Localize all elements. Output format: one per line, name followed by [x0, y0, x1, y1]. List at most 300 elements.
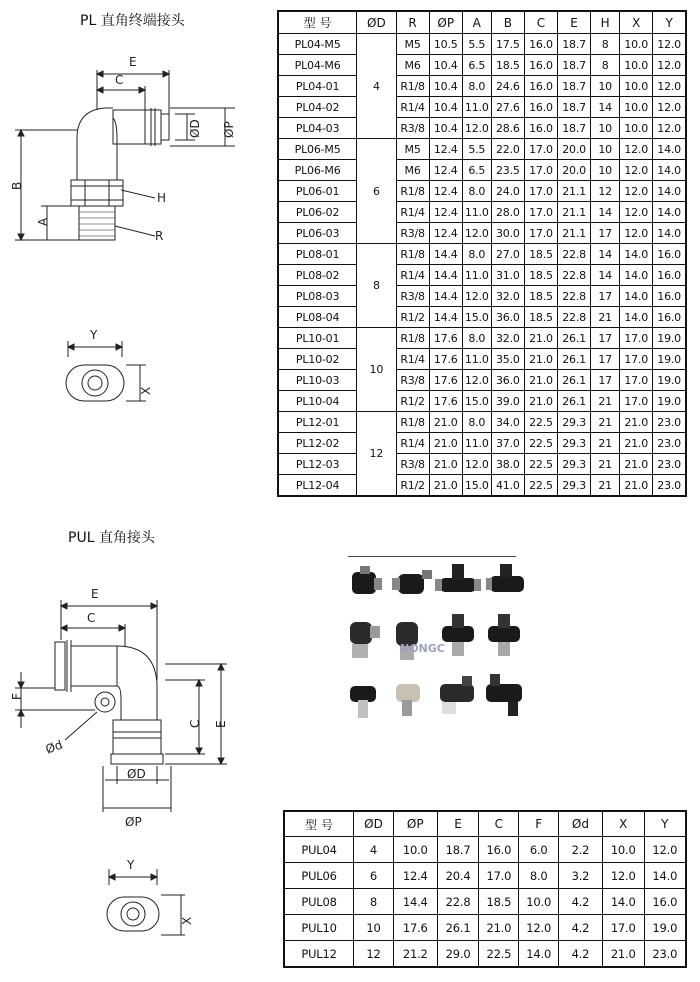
model-cell: PL04-M5 — [278, 34, 357, 55]
model-cell: PL12-02 — [278, 433, 357, 454]
value-cell: R1/4 — [396, 202, 429, 223]
pul-dim-e: E — [91, 587, 99, 601]
table-row — [284, 863, 686, 889]
pl-hole-drawing — [50, 325, 160, 410]
value-cell: 23.5 — [491, 160, 524, 181]
value-cell: 17.0 — [524, 160, 557, 181]
value-cell: 12.0 — [620, 202, 653, 223]
value-cell: 10.4 — [429, 76, 462, 97]
model-cell: PL08-03 — [278, 286, 357, 307]
value-cell: 21.0 — [524, 328, 557, 349]
value-cell: 18.7 — [437, 837, 479, 863]
value-cell: 18.7 — [558, 34, 591, 55]
value-cell: 12.0 — [653, 76, 686, 97]
pul-col-header: X — [602, 811, 644, 837]
value-cell: M6 — [396, 55, 429, 76]
value-cell: 16.0 — [653, 307, 686, 328]
flow-control-valve-icon — [396, 684, 420, 716]
value-cell: 12.0 — [644, 837, 686, 863]
value-cell: 18.5 — [479, 889, 519, 915]
table-row — [278, 244, 686, 265]
pl-col-header: 型 号 — [278, 11, 357, 34]
model-cell: PL10-02 — [278, 349, 357, 370]
value-cell: 15.0 — [462, 391, 491, 412]
value-cell: 3.2 — [559, 863, 603, 889]
value-cell: 19.0 — [653, 349, 686, 370]
value-cell: 17.0 — [524, 202, 557, 223]
model-cell: PL08-01 — [278, 244, 357, 265]
pl-dim-c: C — [115, 73, 124, 87]
value-cell: 21.0 — [429, 433, 462, 454]
value-cell: 14.0 — [653, 181, 686, 202]
value-cell: 19.0 — [644, 915, 686, 941]
value-cell: 8 — [354, 889, 394, 915]
value-cell: 21 — [591, 454, 620, 475]
value-cell: 12.4 — [429, 139, 462, 160]
value-cell: 29.3 — [558, 454, 591, 475]
elbow-fitting-icon — [352, 566, 382, 594]
value-cell: 17.6 — [429, 391, 462, 412]
pul-dim-e-vertical: E — [214, 720, 228, 728]
value-cell: 8 — [591, 55, 620, 76]
value-cell: 17.0 — [524, 181, 557, 202]
value-cell: 20.0 — [558, 160, 591, 181]
value-cell: 21.1 — [558, 223, 591, 244]
pl-col-header: A — [462, 11, 491, 34]
pl-col-header: R — [396, 11, 429, 34]
value-cell: 23.0 — [653, 412, 686, 433]
value-cell: 18.5 — [524, 265, 557, 286]
pul-dim-c: C — [87, 611, 96, 625]
value-cell: 18.7 — [558, 76, 591, 97]
value-cell: R1/8 — [396, 181, 429, 202]
model-cell: PL04-02 — [278, 97, 357, 118]
table-row — [278, 55, 686, 76]
model-cell: PL10-03 — [278, 370, 357, 391]
value-cell: 22.8 — [558, 286, 591, 307]
pul-dim-od: ØD — [127, 767, 146, 781]
value-cell: 21.0 — [524, 370, 557, 391]
pl-col-header: Y — [653, 11, 686, 34]
value-cell: 17.0 — [524, 223, 557, 244]
value-cell: 4.2 — [559, 941, 603, 968]
value-cell: 24.0 — [491, 181, 524, 202]
value-cell: 10.4 — [429, 118, 462, 139]
value-cell: 10.0 — [393, 837, 437, 863]
flow-control-valve-icon — [486, 674, 522, 716]
photo-watermark: NONGC — [400, 642, 445, 655]
table-row — [284, 915, 686, 941]
value-cell: 17 — [591, 286, 620, 307]
value-cell: 21.0 — [620, 454, 653, 475]
model-cell: PL04-03 — [278, 118, 357, 139]
value-cell: 17.0 — [620, 391, 653, 412]
value-cell: 6.0 — [519, 837, 559, 863]
value-cell: 21 — [591, 412, 620, 433]
model-cell: PUL06 — [284, 863, 354, 889]
value-cell: 4.2 — [559, 915, 603, 941]
value-cell: 14.4 — [429, 244, 462, 265]
value-cell: 14.0 — [620, 265, 653, 286]
value-cell: R1/8 — [396, 412, 429, 433]
value-cell: 21.0 — [602, 941, 644, 968]
pl-dim-h: H — [157, 191, 167, 205]
value-cell: R1/8 — [396, 328, 429, 349]
value-cell: 14.4 — [429, 286, 462, 307]
pl-col-header: B — [491, 11, 524, 34]
value-cell: 16.0 — [524, 76, 557, 97]
value-cell: 10.4 — [429, 55, 462, 76]
value-cell: 11.0 — [462, 349, 491, 370]
value-cell: 8.0 — [519, 863, 559, 889]
value-cell: 17.6 — [429, 328, 462, 349]
value-cell: 19.0 — [653, 328, 686, 349]
value-cell: 27.0 — [491, 244, 524, 265]
table-row — [278, 349, 686, 370]
table-row — [284, 941, 686, 968]
value-cell: 38.0 — [491, 454, 524, 475]
value-cell: 12.0 — [653, 97, 686, 118]
value-cell: 17.6 — [429, 370, 462, 391]
pul-col-header: 型 号 — [284, 811, 354, 837]
value-cell: 17.0 — [524, 139, 557, 160]
value-cell: 14.0 — [653, 202, 686, 223]
value-cell: 28.0 — [491, 202, 524, 223]
value-cell: 16.0 — [524, 34, 557, 55]
value-cell: 22.8 — [558, 265, 591, 286]
table-row — [284, 889, 686, 915]
elbow-fitting-icon — [392, 570, 432, 594]
value-cell: 10.0 — [620, 34, 653, 55]
value-cell: 10.5 — [429, 34, 462, 55]
value-cell: 19.0 — [653, 391, 686, 412]
table-row — [278, 475, 686, 497]
value-cell: 17 — [591, 370, 620, 391]
value-cell: 29.0 — [437, 941, 479, 968]
pul-title: PUL 直角接头 — [68, 530, 155, 546]
value-cell: 10.0 — [620, 118, 653, 139]
value-cell: M5 — [396, 139, 429, 160]
value-cell: 11.0 — [462, 97, 491, 118]
value-cell: 22.5 — [524, 475, 557, 497]
model-cell: PL04-M6 — [278, 55, 357, 76]
table-row — [278, 307, 686, 328]
pul-col-header: Y — [644, 811, 686, 837]
table-row — [278, 181, 686, 202]
value-cell: 10.0 — [620, 55, 653, 76]
value-cell: 17.6 — [393, 915, 437, 941]
value-cell: 16.0 — [653, 244, 686, 265]
model-cell: PL12-04 — [278, 475, 357, 497]
value-cell: 26.1 — [558, 391, 591, 412]
value-cell: 21.0 — [429, 412, 462, 433]
value-cell: 5.5 — [462, 139, 491, 160]
pul-col-header: E — [437, 811, 479, 837]
value-cell: 23.0 — [653, 454, 686, 475]
value-cell: 21.1 — [558, 181, 591, 202]
value-cell: 22.5 — [524, 412, 557, 433]
value-cell: 17.6 — [429, 349, 462, 370]
value-cell: 14 — [591, 97, 620, 118]
product-photos — [330, 560, 530, 725]
tee-fitting-icon — [488, 614, 520, 656]
pl-dim-r: R — [155, 229, 164, 243]
value-cell: 17.0 — [620, 370, 653, 391]
flow-control-valve-icon — [350, 686, 376, 718]
value-cell: 26.1 — [437, 915, 479, 941]
value-cell: 23.0 — [653, 475, 686, 497]
pl-col-header: E — [558, 11, 591, 34]
value-cell: 19.0 — [653, 370, 686, 391]
value-cell: 22.5 — [524, 433, 557, 454]
value-cell: R1/2 — [396, 307, 429, 328]
value-cell: 8.0 — [462, 76, 491, 97]
model-cell: PL12-03 — [278, 454, 357, 475]
value-cell: 26.1 — [558, 349, 591, 370]
model-cell: PL10-04 — [278, 391, 357, 412]
value-cell: 14.0 — [620, 244, 653, 265]
value-cell: 32.0 — [491, 286, 524, 307]
value-cell: 11.0 — [462, 265, 491, 286]
value-cell: 12.0 — [462, 454, 491, 475]
value-cell: 17.0 — [620, 349, 653, 370]
value-cell: 29.3 — [558, 433, 591, 454]
value-cell: 36.0 — [491, 307, 524, 328]
value-cell: 8 — [591, 34, 620, 55]
value-cell: R1/4 — [396, 433, 429, 454]
table-row — [278, 454, 686, 475]
table-row — [278, 202, 686, 223]
pl-dim-x: X — [139, 386, 153, 395]
value-cell: 21.0 — [620, 412, 653, 433]
value-cell: 12.4 — [393, 863, 437, 889]
value-cell: 21.0 — [429, 475, 462, 497]
pl-dim-p: ØP — [222, 121, 236, 138]
table-row — [278, 433, 686, 454]
pl-dim-b: B — [10, 181, 24, 190]
value-cell: 18.5 — [524, 307, 557, 328]
value-cell: 23.0 — [644, 941, 686, 968]
value-cell: 21.0 — [524, 349, 557, 370]
value-cell: 10 — [591, 76, 620, 97]
value-cell: 14.0 — [644, 863, 686, 889]
value-cell: 10 — [591, 160, 620, 181]
value-cell: 12.0 — [653, 55, 686, 76]
value-cell: 29.3 — [558, 475, 591, 497]
value-cell: 21.2 — [393, 941, 437, 968]
pul-hole-drawing — [95, 855, 205, 955]
value-cell: 18.7 — [558, 97, 591, 118]
value-cell: 8.0 — [462, 412, 491, 433]
model-cell: PL04-01 — [278, 76, 357, 97]
value-cell: 14 — [591, 244, 620, 265]
model-cell: PL06-M5 — [278, 139, 357, 160]
model-cell: PUL04 — [284, 837, 354, 863]
pul-spec-table — [283, 810, 687, 968]
value-cell: 17 — [591, 223, 620, 244]
value-cell: 12.0 — [602, 863, 644, 889]
value-cell: 31.0 — [491, 265, 524, 286]
value-cell: 10.0 — [519, 889, 559, 915]
value-cell: 32.0 — [491, 328, 524, 349]
value-cell: 18.5 — [491, 55, 524, 76]
pl-dim-a: A — [36, 217, 50, 226]
value-cell: 22.0 — [491, 139, 524, 160]
value-cell: 14.0 — [653, 160, 686, 181]
value-cell: 22.5 — [479, 941, 519, 968]
value-cell: 21.0 — [620, 475, 653, 497]
pl-spec-table — [277, 10, 687, 497]
pl-col-header: ØP — [429, 11, 462, 34]
value-cell: 12.0 — [462, 118, 491, 139]
value-cell: 21.1 — [558, 202, 591, 223]
model-cell: PL08-04 — [278, 307, 357, 328]
table-row — [278, 265, 686, 286]
model-cell: PL12-01 — [278, 412, 357, 433]
value-cell: R3/8 — [396, 118, 429, 139]
value-cell: 10.0 — [620, 76, 653, 97]
value-cell: 10.0 — [602, 837, 644, 863]
value-cell: 14.0 — [653, 223, 686, 244]
value-cell: R1/2 — [396, 391, 429, 412]
value-cell: 34.0 — [491, 412, 524, 433]
male-elbow-fitting-icon — [350, 622, 380, 658]
value-cell: 26.1 — [558, 370, 591, 391]
value-cell: 8.0 — [462, 244, 491, 265]
table-row — [278, 139, 686, 160]
value-cell: 23.0 — [653, 433, 686, 454]
value-cell: R3/8 — [396, 286, 429, 307]
value-cell: 21.0 — [524, 391, 557, 412]
pl-col-header: H — [591, 11, 620, 34]
pul-col-header: ØP — [393, 811, 437, 837]
value-cell: 18.5 — [524, 286, 557, 307]
value-cell: 4 — [354, 837, 394, 863]
value-cell: M6 — [396, 160, 429, 181]
value-cell: 12.0 — [462, 223, 491, 244]
value-cell: 12.0 — [620, 181, 653, 202]
value-cell: 41.0 — [491, 475, 524, 497]
value-cell: R3/8 — [396, 370, 429, 391]
pul-dim-x: X — [180, 916, 194, 925]
value-cell: 12.0 — [620, 160, 653, 181]
value-cell: R1/8 — [396, 76, 429, 97]
value-cell: 30.0 — [491, 223, 524, 244]
table-row — [278, 412, 686, 433]
value-cell: 12.0 — [462, 370, 491, 391]
value-cell: 17.0 — [620, 328, 653, 349]
value-cell: R3/8 — [396, 454, 429, 475]
value-cell: 22.5 — [524, 454, 557, 475]
value-cell: 12.0 — [519, 915, 559, 941]
value-cell: 18.7 — [558, 118, 591, 139]
pul-dim-op: ØP — [125, 815, 142, 829]
value-cell: 20.0 — [558, 139, 591, 160]
value-cell: M5 — [396, 34, 429, 55]
value-cell: 35.0 — [491, 349, 524, 370]
value-cell: 2.2 — [559, 837, 603, 863]
value-cell: 21.0 — [479, 915, 519, 941]
table-row — [278, 286, 686, 307]
pul-col-header: F — [519, 811, 559, 837]
model-cell: PL08-02 — [278, 265, 357, 286]
value-cell: R3/8 — [396, 223, 429, 244]
value-cell: 8.0 — [462, 328, 491, 349]
value-cell: 14.0 — [653, 139, 686, 160]
value-cell: 18.7 — [558, 55, 591, 76]
value-cell: 10 — [354, 915, 394, 941]
model-cell: PUL08 — [284, 889, 354, 915]
value-cell: 10 — [591, 118, 620, 139]
value-cell: 6.5 — [462, 160, 491, 181]
value-cell: 10.4 — [429, 97, 462, 118]
pl-dim-e: E — [129, 55, 137, 69]
value-cell: 10 — [591, 139, 620, 160]
value-cell: 27.6 — [491, 97, 524, 118]
model-cell: PUL12 — [284, 941, 354, 968]
photo-rule — [348, 556, 516, 557]
value-cell: 24.6 — [491, 76, 524, 97]
value-cell: 36.0 — [491, 370, 524, 391]
table-row — [278, 370, 686, 391]
tee-fitting-icon — [486, 564, 524, 592]
value-cell: 6.5 — [462, 55, 491, 76]
value-cell: 21.0 — [620, 433, 653, 454]
value-cell: 16.0 — [524, 97, 557, 118]
value-cell: 21 — [591, 433, 620, 454]
flow-control-valve-icon — [440, 676, 474, 714]
value-cell: 12.0 — [653, 118, 686, 139]
pul-dim-c-vertical: C — [188, 719, 202, 728]
value-cell: R1/4 — [396, 265, 429, 286]
value-cell: 18.5 — [524, 244, 557, 265]
value-cell: 16.0 — [653, 286, 686, 307]
value-cell: 12.4 — [429, 202, 462, 223]
pul-dim-d-small: Ød — [43, 737, 65, 757]
value-cell: 12.4 — [429, 181, 462, 202]
value-cell: 37.0 — [491, 433, 524, 454]
value-cell: 21 — [591, 307, 620, 328]
value-cell: 26.1 — [558, 328, 591, 349]
value-cell: 12.4 — [429, 160, 462, 181]
pul-col-header: ØD — [354, 811, 394, 837]
pul-elbow-drawing — [5, 580, 265, 835]
value-cell: 14.0 — [620, 307, 653, 328]
table-row — [278, 118, 686, 139]
value-cell: 14.0 — [602, 889, 644, 915]
pul-col-header: C — [479, 811, 519, 837]
value-cell: 12.0 — [462, 286, 491, 307]
value-cell: 29.3 — [558, 412, 591, 433]
pl-col-header: C — [524, 11, 557, 34]
value-cell: R1/4 — [396, 97, 429, 118]
value-cell: 12.0 — [620, 139, 653, 160]
table-row — [278, 97, 686, 118]
model-cell: PL06-M6 — [278, 160, 357, 181]
value-cell: 17.5 — [491, 34, 524, 55]
value-cell: 11.0 — [462, 433, 491, 454]
value-cell: 10.0 — [620, 97, 653, 118]
value-cell: 12 — [354, 941, 394, 968]
model-cell: PL06-01 — [278, 181, 357, 202]
value-cell: 14.4 — [393, 889, 437, 915]
value-cell: 21 — [591, 391, 620, 412]
model-cell: PL06-03 — [278, 223, 357, 244]
value-cell: 11.0 — [462, 202, 491, 223]
pul-col-header: Ød — [559, 811, 603, 837]
value-cell: 8.0 — [462, 181, 491, 202]
table-row — [278, 160, 686, 181]
